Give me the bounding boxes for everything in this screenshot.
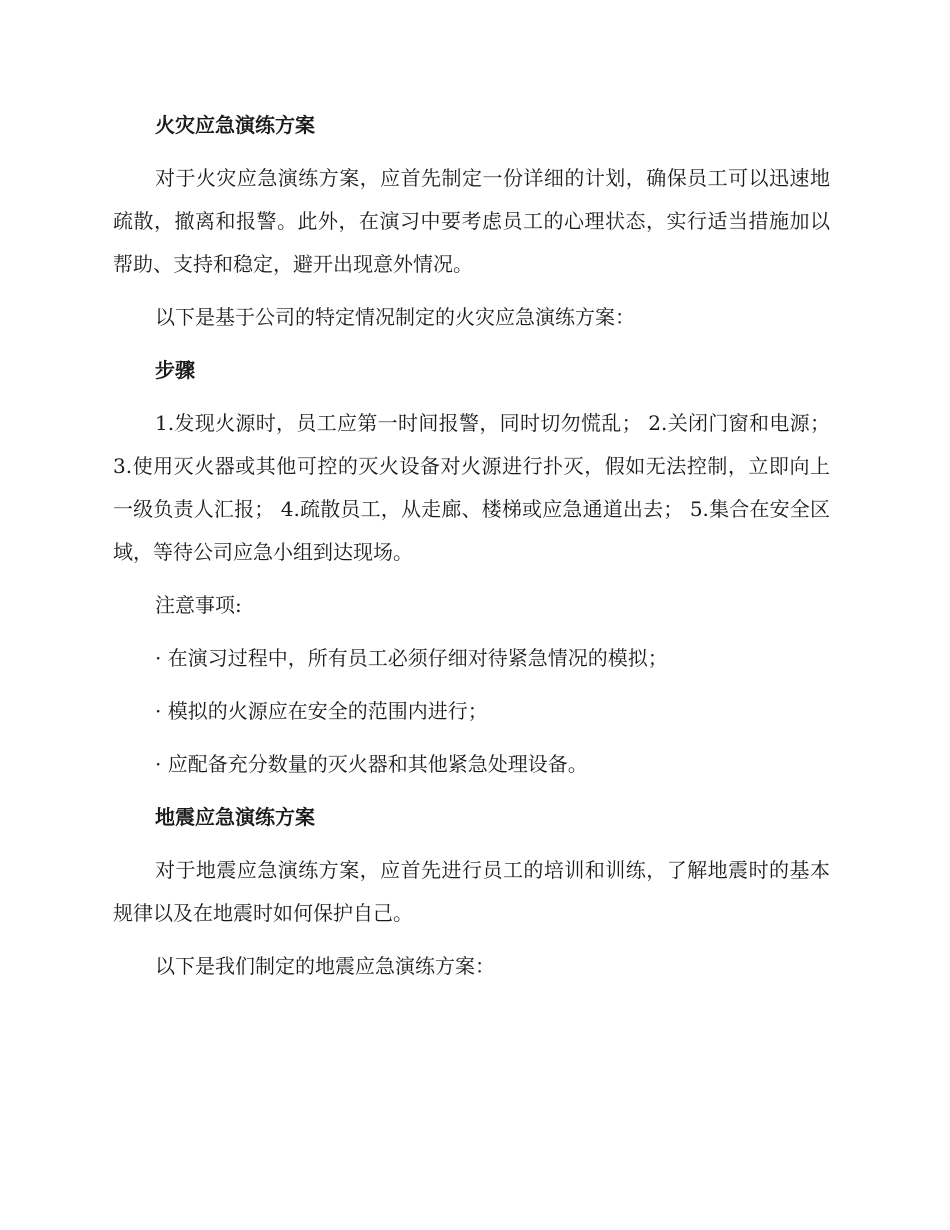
note-bullet-item: · 在演习过程中，所有员工必须仔细对待紧急情况的模拟； [155,646,668,670]
note-bullet-item: · 应配备充分数量的灭火器和其他紧急处理设备。 [155,752,588,776]
fire-drill-steps-paragraph: 1.发现火源时，员工应第一时间报警，同时切勿慌乱； 2.关闭门窗和电源； 3.使用灭火器或其他可控的灭火设备对火源进行扑灭，假如无法控制，立即向上一级负责人汇报； 4.疏散员工，从走廊、楼梯或应急通道出去； 5.集合在安全区域，等待公司应急小组到达现场。 [113,411,830,564]
section-heading-fire-drill: 火灾应急演练方案 [155,113,315,137]
earthquake-drill-lead-in-paragraph: 以下是我们制定的地震应急演练方案： [155,954,495,978]
section-heading-steps: 步骤 [155,358,195,382]
section-heading-earthquake-drill: 地震应急演练方案 [155,805,315,829]
note-bullet-item: · 模拟的火源应在安全的范围内进行； [155,699,488,723]
notes-label: 注意事项: [155,593,242,617]
earthquake-drill-intro-paragraph: 对于地震应急演练方案，应首先进行员工的培训和训练，了解地震时的基本规律以及在地震时如何保护自己。 [113,858,830,925]
fire-drill-intro-paragraph: 对于火灾应急演练方案，应首先制定一份详细的计划，确保员工可以迅速地疏散，撤离和报警。此外，在演习中要考虑员工的心理状态，实行适当措施加以帮助、支持和稳定，避开出现意外情况。 [113,166,830,276]
document-body [113,104,830,998]
fire-drill-lead-in-paragraph: 以下是基于公司的特定情况制定的火灾应急演练方案： [155,305,635,329]
